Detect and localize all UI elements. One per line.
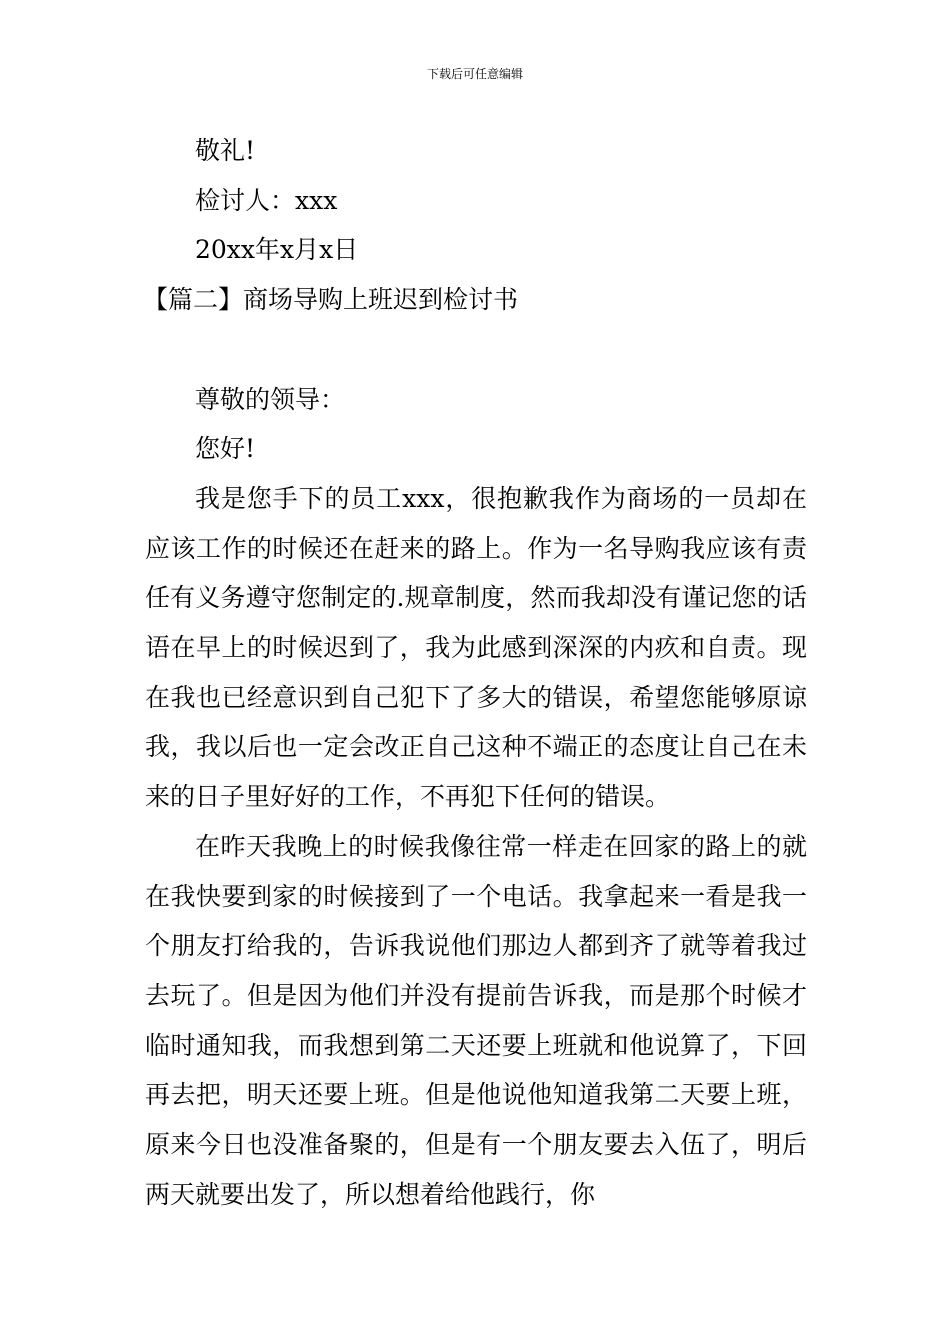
document-body	[145, 126, 807, 1219]
closing-salute: 敬礼!	[195, 136, 256, 165]
blank-line	[145, 325, 807, 375]
page-header-note: 下载后可任意编辑	[426, 67, 523, 81]
section-title: 【篇二】商场导购上班迟到检讨书	[143, 285, 519, 315]
letter-paragraph-1: 我是您手下的员工xxx，很抱歉我作为商场的一员却在应该工作的时候还在赶来的路上。作为一名导购我应该有责任有义务遵守您制定的.规章制度，然而我却没有谨记您的话语在早上的时候迟到了，我为此感到深深的内疚和自责。现在我也已经意识到自己犯下了多大的错误，希望您能够原谅我，我以后也一定会改正自己这种不端正的态度让自己在未来的日子里好好的工作，不再犯下任何的错误。	[145, 483, 807, 812]
letter-hello: 您好!	[195, 434, 256, 464]
letter-greeting: 尊敬的领导：	[195, 384, 346, 414]
closing-date: 20xx年x月x日	[195, 235, 359, 265]
closing-signer: 检讨人：xxx	[195, 185, 338, 215]
letter-paragraph-2: 在昨天我晚上的时候我像往常一样走在回家的路上的就在我快要到家的时候接到了一个电话。我拿起来一看是我一个朋友打给我的，告诉我说他们那边人都到齐了就等着我过去玩了。但是因为他们并没有提前告诉我，而是那个时候才临时通知我，而我想到第二天还要上班就和他说算了，下回再去把，明天还要上班。但是他说他知道我第二天要上班，原来今日也没准备聚的，但是有一个朋友要去入伍了，明后两天就要出发了，所以想着给他践行，你	[145, 831, 807, 1209]
